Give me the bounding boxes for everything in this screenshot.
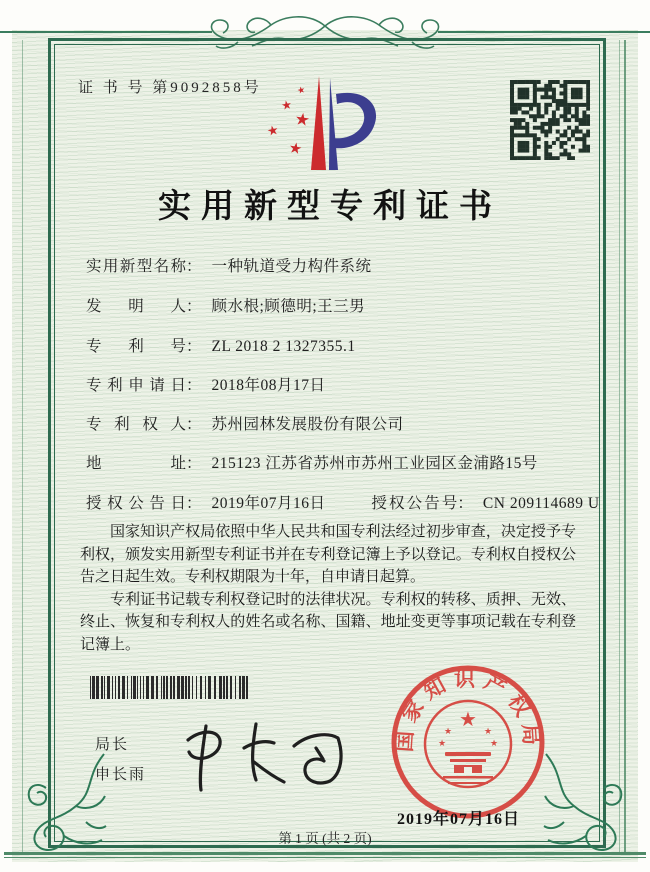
svg-text:★: ★ — [444, 727, 453, 737]
grant-date-value: 2019年07月16日 — [211, 495, 326, 512]
commissioner-name: 申长雨 — [95, 767, 147, 783]
svg-text:★: ★ — [438, 739, 447, 749]
left-edge-line — [22, 40, 23, 852]
field-row-patent-number — [86, 334, 356, 356]
field-label: 专利号 — [86, 338, 186, 355]
barcode — [90, 676, 250, 699]
certificate-title: 实用新型专利证书 — [158, 189, 502, 225]
svg-text:★: ★ — [287, 138, 304, 159]
seal-date: 2019年07月16日 — [397, 811, 521, 828]
legal-body-text — [80, 521, 576, 656]
field-colon: ： — [186, 416, 202, 433]
field-row-patentee — [86, 412, 404, 434]
right-edge-line-inner — [619, 40, 620, 852]
field-colon: ： — [186, 338, 202, 355]
field-row-grant — [86, 491, 600, 513]
grant-no-label: 授权公告号 — [371, 495, 458, 512]
field-label: 实用新型名称 — [86, 258, 186, 275]
field-row-inventors — [86, 294, 365, 316]
grant-date-label: 授权公告日 — [86, 495, 186, 512]
grant-no-part — [371, 495, 599, 512]
svg-text:★: ★ — [484, 727, 493, 737]
field-label: 发明人 — [86, 298, 186, 315]
field-colon: ： — [186, 455, 202, 472]
field-value: 215123 江苏省苏州市苏州工业园区金浦路15号 — [211, 455, 538, 472]
svg-text:★: ★ — [280, 97, 294, 113]
right-edge-line-outer — [624, 40, 626, 852]
field-row-address — [86, 451, 538, 473]
body-paragraph-2: 专利证书记载专利权登记时的法律状况。专利权的转移、质押、无效、终止、恢复和专利权人的姓名或名称、国籍、地址变更等事项记载在专利登记簿上。 — [80, 591, 576, 653]
commissioner-title: 局长 — [95, 737, 130, 753]
svg-text:★: ★ — [459, 707, 477, 731]
svg-text:★: ★ — [265, 122, 281, 140]
field-value: 苏州园林发展股份有限公司 — [211, 416, 404, 433]
field-label: 专利申请日 — [86, 377, 186, 394]
svg-text:★: ★ — [296, 85, 307, 97]
field-value: 一种轨道受力构件系统 — [211, 258, 372, 275]
seal-text: 国家知识产权局 — [392, 667, 544, 753]
official-seal — [388, 662, 548, 822]
field-colon: ： — [186, 495, 202, 512]
cnipa-logo-icon — [262, 72, 386, 174]
commissioner-signature — [168, 704, 353, 796]
field-value: 顾水根;顾德明;王三男 — [211, 298, 366, 315]
certificate-number: 证 书 号 第9092858号 — [78, 80, 262, 96]
field-value: 2018年08月17日 — [211, 377, 326, 394]
field-colon: ： — [186, 377, 202, 394]
svg-text:★: ★ — [293, 109, 312, 132]
field-row-filing-date — [86, 373, 326, 395]
field-colon: ： — [457, 495, 473, 512]
field-colon: ： — [186, 298, 202, 315]
field-label: 专利权人 — [86, 416, 186, 433]
field-colon: ： — [186, 258, 202, 275]
grant-no-value: CN 209114689 U — [482, 495, 600, 512]
field-label: 地址 — [86, 455, 186, 472]
svg-text:★: ★ — [490, 739, 499, 749]
page-number: 第 1 页 (共 2 页) — [278, 831, 372, 846]
field-row-name — [86, 254, 372, 276]
body-paragraph-1: 国家知识产权局依照中华人民共和国专利法经过初步审查，决定授予专利权，颁发实用新型专利证书并在专利登记簿上予以登记。专利权自授权公告之日起生效。专利权期限为十年，自申请日起算。 — [80, 524, 576, 585]
qr-code — [510, 80, 590, 160]
field-value: ZL 2018 2 1327355.1 — [211, 338, 356, 355]
grant-date-part — [86, 495, 329, 512]
